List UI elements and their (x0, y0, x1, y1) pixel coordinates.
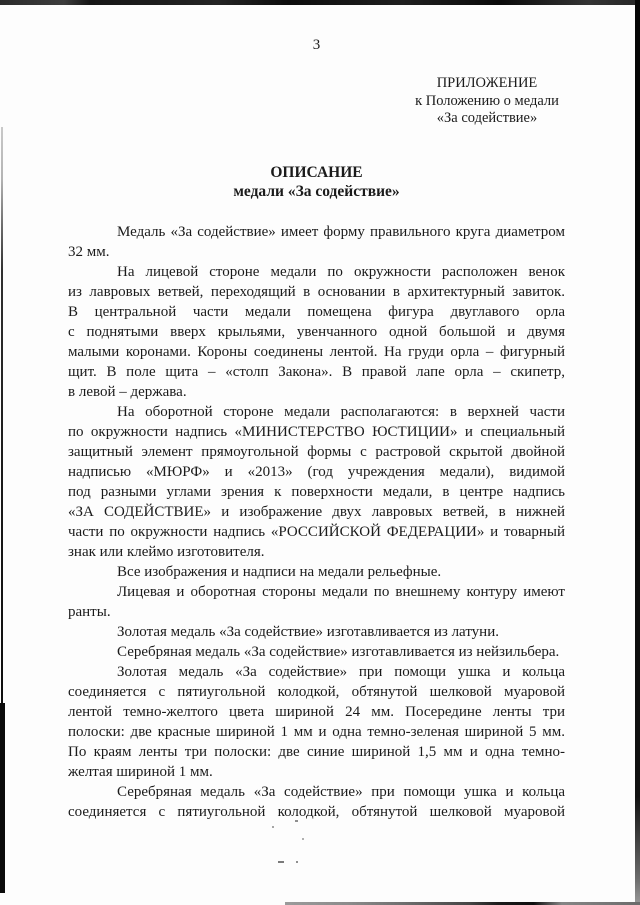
paragraph (68, 262, 565, 402)
text-line: Все изображения и надписи на медали рельефные. (117, 564, 442, 580)
text-line: соединяется с пятиугольной колодкой, обтянутой шелковой муаровой (68, 684, 565, 700)
text-line: надписью «МЮРФ» и «2013» (год учреждения медали), видимой (68, 464, 565, 480)
text-line: Золотая медаль «За содействие» изготавливается из латуни. (117, 624, 499, 640)
paragraph (68, 642, 565, 662)
text-line: желтая шириной 1 мм. (68, 764, 213, 780)
text-line: под разными углами зрения к поверхности медали, в центре надпись (68, 484, 565, 500)
text-line: части по окружности надпись «РОССИЙСКОЙ ФЕДЕРАЦИИ» и товарный (68, 524, 565, 540)
text-line: с поднятыми вверх крыльями, увенчанного одной большой и двумя (68, 324, 565, 340)
text-line: Серебряная медаль «За содействие» изготавливается из нейзильбера. (117, 644, 560, 660)
text-line: На оборотной стороне медали располагаются: в верхней части (117, 404, 565, 420)
page-number: 3 (312, 37, 321, 53)
text-line: В центральной части медали помещена фигура двуглавого орла (68, 304, 565, 320)
paragraph (68, 402, 565, 562)
scan-noise-speck (278, 861, 284, 863)
text-line: малыми коронами. Короны соединены лентой. На груди орла – фигурный (68, 344, 565, 360)
text-line: полоски: две красные шириной 1 мм и одна темно-зеленая шириной 5 мм. (68, 724, 565, 740)
text-line: Лицевая и оборотная стороны медали по внешнему контуру имеют (117, 584, 565, 600)
paragraph (68, 662, 565, 782)
paragraph (68, 562, 565, 582)
text-line: Медаль «За содействие» имеет форму правильного круга диаметром (117, 224, 565, 240)
scan-edge-top-artifact (0, 0, 640, 5)
scan-noise-speck (302, 838, 304, 840)
body-text (68, 222, 565, 822)
annex-line: ПРИЛОЖЕНИЕ (436, 75, 538, 91)
text-line: щит. В поле щита – «столп Закона». В правой лапе орла – скипетр, (68, 364, 565, 380)
text-line: соединяется с пятиугольной колодкой, обтянутой шелковой муаровой (68, 804, 565, 820)
paragraph (68, 582, 565, 622)
annex-line: к Положению о медали (415, 92, 559, 109)
scan-edge-left-line-artifact (1, 127, 3, 703)
text-line: из лавровых ветвей, переходящий в основании в архитектурный завиток. (68, 284, 565, 300)
text-line: знак или клеймо изготовителя. (68, 544, 265, 560)
document-title-line: ОПИСАНИЕ (270, 164, 363, 181)
scan-noise-speck (272, 826, 274, 828)
text-line: в левой – держава. (68, 384, 187, 400)
document-title (68, 164, 565, 201)
text-line: Серебряная медаль «За содействие» при помощи ушка и кольца (117, 784, 565, 800)
scan-noise-speck (296, 861, 298, 863)
text-line: По краям ленты три полоски: две синие шириной 1,5 мм и одна темно- (68, 744, 565, 760)
annex-header (407, 75, 567, 128)
text-line: ранты. (68, 604, 111, 620)
annex-line: «За содействие» (436, 110, 538, 126)
document-subtitle-line: медали «За содействие» (233, 182, 400, 200)
text-line: по окружности надпись «МИНИСТЕРСТВО ЮСТИЦИИ» и специальный (68, 424, 565, 440)
scan-edge-left-bar-artifact (0, 703, 5, 893)
text-line: «ЗА СОДЕЙСТВИЕ» и изображение двух лавровых ветвей, в нижней (68, 504, 565, 520)
text-line: Золотая медаль «За содействие» при помощи ушка и кольца (117, 664, 565, 680)
scan-edge-right-artifact (635, 0, 640, 905)
paragraph (68, 222, 565, 262)
text-line: На лицевой стороне медали по окружности расположен венок (117, 264, 565, 280)
paragraph (68, 782, 565, 822)
text-line: лентой темно-желтого цвета шириной 24 мм. Посередине ленты три (68, 704, 565, 720)
text-line: 32 мм. (68, 244, 110, 260)
paragraph (68, 622, 565, 642)
text-line: защитный элемент прямоугольной формы с растровой скрытой двойной (68, 444, 565, 460)
